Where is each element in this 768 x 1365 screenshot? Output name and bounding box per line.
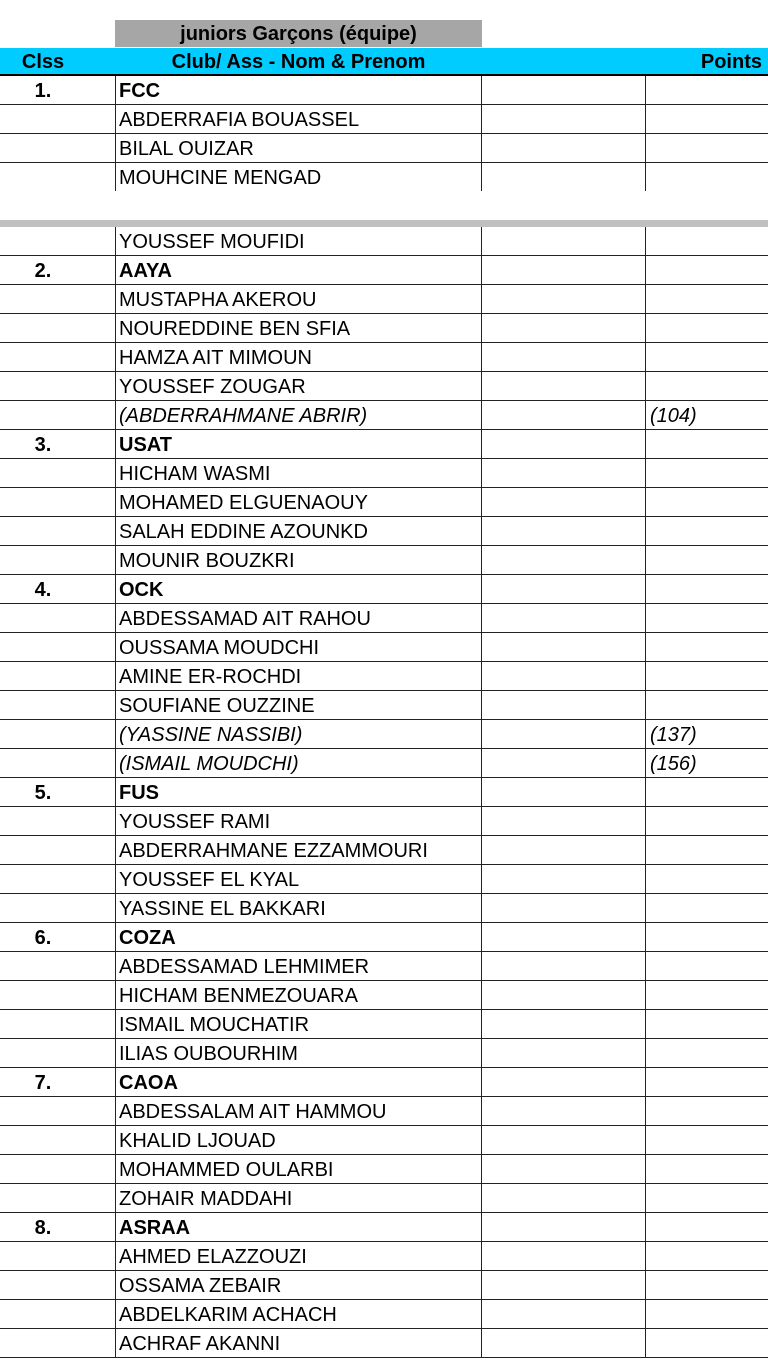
cell-divider: [481, 1097, 482, 1125]
name-cell: COZA: [119, 927, 176, 949]
name-cell: OUSSAMA MOUDCHI: [119, 637, 320, 659]
name-cell: (ISMAIL MOUDCHI): [119, 753, 299, 775]
points-cell: [645, 807, 650, 835]
excluded-member-row: [0, 720, 768, 749]
page-break-gap: [0, 191, 768, 220]
name-cell: HAMZA AIT MIMOUN: [119, 347, 312, 369]
name-cell: (ABDERRAHMANE ABRIR): [119, 405, 368, 427]
header-rank: Clss: [21, 51, 65, 73]
name-cell: ZOHAIR MADDAHI: [119, 1188, 293, 1210]
club-row: [0, 575, 768, 604]
member-row: [0, 285, 768, 314]
rank-cell: 3.: [34, 434, 52, 456]
cell-divider: [481, 662, 482, 690]
cell-divider: [481, 105, 482, 133]
rank-cell: [0, 488, 86, 516]
points-cell: [645, 430, 650, 458]
points-cell: [645, 1271, 650, 1299]
rank-cell: [0, 836, 86, 864]
rank-cell: [0, 952, 86, 980]
name-cell: YOUSSEF MOUFIDI: [119, 231, 305, 253]
member-row: [0, 1126, 768, 1155]
member-row: [0, 1010, 768, 1039]
name-cell: NOUREDDINE BEN SFIA: [119, 318, 351, 340]
name-cell: ABDERRAFIA BOUASSEL: [119, 109, 360, 131]
points-cell: (104): [650, 405, 697, 427]
rank-cell: [0, 401, 86, 429]
rank-cell: [0, 163, 86, 191]
points-cell: [645, 256, 650, 284]
cell-divider: [481, 256, 482, 284]
rank-cell: 6.: [34, 927, 52, 949]
name-cell: AAYA: [119, 260, 172, 282]
name-cell: YASSINE EL BAKKARI: [119, 898, 326, 920]
name-cell: ABDERRAHMANE EZZAMMOURI: [119, 840, 428, 862]
points-cell: [645, 1039, 650, 1067]
member-row: [0, 105, 768, 134]
name-cell: SOUFIANE OUZZINE: [119, 695, 315, 717]
member-row: [0, 604, 768, 633]
points-cell: [645, 105, 650, 133]
name-cell: ABDELKARIM ACHACH: [119, 1304, 337, 1326]
rank-cell: [0, 105, 86, 133]
rank-cell: [0, 749, 86, 777]
name-cell: FUS: [119, 782, 159, 804]
cell-divider: [481, 691, 482, 719]
points-cell: [645, 1213, 650, 1241]
member-row: [0, 662, 768, 691]
points-cell: [645, 923, 650, 951]
rank-cell: [0, 1184, 86, 1212]
name-cell: HICHAM WASMI: [119, 463, 271, 485]
excluded-member-row: [0, 401, 768, 430]
cell-divider: [481, 1068, 482, 1096]
points-cell: [645, 546, 650, 574]
member-row: [0, 227, 768, 256]
cell-divider: [481, 720, 482, 748]
name-cell: KHALID LJOUAD: [119, 1130, 276, 1152]
points-cell: [645, 691, 650, 719]
name-cell: YOUSSEF ZOUGAR: [119, 376, 306, 398]
points-cell: [645, 1184, 650, 1212]
cell-divider: [481, 865, 482, 893]
rank-cell: [0, 459, 86, 487]
rank-cell: 5.: [34, 782, 52, 804]
name-cell: ABDESSALAM AIT HAMMOU: [119, 1101, 387, 1123]
rank-cell: [0, 314, 86, 342]
cell-divider: [481, 1126, 482, 1154]
points-cell: [645, 1242, 650, 1270]
rank-cell: [0, 1010, 86, 1038]
name-cell: ABDESSAMAD AIT RAHOU: [119, 608, 371, 630]
name-cell: MUSTAPHA AKEROU: [119, 289, 317, 311]
sheet-title: juniors Garçons (équipe): [115, 20, 482, 47]
member-row: [0, 314, 768, 343]
rank-cell: [0, 1126, 86, 1154]
rank-cell: [0, 546, 86, 574]
cell-divider: [481, 749, 482, 777]
cell-divider: [481, 604, 482, 632]
points-cell: [645, 1010, 650, 1038]
rank-cell: 7.: [34, 1072, 52, 1094]
cell-divider: [481, 575, 482, 603]
member-row: [0, 459, 768, 488]
member-row: [0, 1242, 768, 1271]
club-row: [0, 430, 768, 459]
member-row: [0, 1329, 768, 1358]
points-cell: [645, 604, 650, 632]
rank-cell: [0, 1242, 86, 1270]
name-cell: YOUSSEF EL KYAL: [119, 869, 300, 891]
cell-divider: [481, 517, 482, 545]
rank-cell: [0, 1039, 86, 1067]
points-cell: [645, 1300, 650, 1328]
rank-cell: 2.: [34, 260, 52, 282]
column-header-row: [0, 48, 768, 76]
name-cell: ISMAIL MOUCHATIR: [119, 1014, 310, 1036]
member-row: [0, 1155, 768, 1184]
name-cell: (YASSINE NASSIBI): [119, 724, 303, 746]
rank-cell: [0, 1097, 86, 1125]
name-cell: ASRAA: [119, 1217, 191, 1239]
member-row: [0, 1039, 768, 1068]
points-cell: [645, 1068, 650, 1096]
rank-cell: [0, 372, 86, 400]
cell-divider: [481, 1300, 482, 1328]
member-row: [0, 836, 768, 865]
cell-divider: [481, 1329, 482, 1357]
points-cell: (137): [650, 724, 697, 746]
points-cell: [645, 1329, 650, 1357]
member-row: [0, 546, 768, 575]
rank-cell: [0, 894, 86, 922]
rank-cell: [0, 865, 86, 893]
name-cell: AMINE ER-ROCHDI: [119, 666, 302, 688]
points-cell: [645, 285, 650, 313]
cell-divider: [481, 633, 482, 661]
member-row: [0, 134, 768, 163]
points-cell: [645, 134, 650, 162]
points-cell: [645, 163, 650, 191]
points-cell: (156): [650, 753, 697, 775]
member-row: [0, 807, 768, 836]
rank-cell: [0, 285, 86, 313]
results-table-top: [0, 76, 768, 192]
name-cell: CAOA: [119, 1072, 178, 1094]
cell-divider: [481, 488, 482, 516]
rank-cell: [0, 720, 86, 748]
rank-cell: [0, 227, 86, 255]
cell-divider: [481, 401, 482, 429]
rank-cell: [0, 1155, 86, 1183]
points-cell: [645, 952, 650, 980]
rank-cell: [0, 662, 86, 690]
rank-cell: [0, 1271, 86, 1299]
cell-divider: [481, 1184, 482, 1212]
points-cell: [645, 1155, 650, 1183]
rank-cell: [0, 1329, 86, 1357]
rank-cell: [0, 343, 86, 371]
rank-cell: 4.: [34, 579, 52, 601]
member-row: [0, 163, 768, 192]
rank-cell: [0, 691, 86, 719]
name-cell: FCC: [119, 80, 161, 102]
member-row: [0, 488, 768, 517]
rank-cell: [0, 604, 86, 632]
name-cell: OSSAMA ZEBAIR: [119, 1275, 282, 1297]
club-row: [0, 923, 768, 952]
cell-divider: [481, 343, 482, 371]
cell-divider: [481, 952, 482, 980]
rank-cell: [0, 807, 86, 835]
page-break-bar: [0, 220, 768, 227]
club-row: [0, 1213, 768, 1242]
club-row: [0, 778, 768, 807]
points-cell: [645, 836, 650, 864]
member-row: [0, 865, 768, 894]
cell-divider: [481, 1271, 482, 1299]
header-points: Points: [700, 51, 762, 73]
excluded-member-row: [0, 749, 768, 778]
points-cell: [645, 488, 650, 516]
member-row: [0, 894, 768, 923]
member-row: [0, 952, 768, 981]
member-row: [0, 1184, 768, 1213]
results-table-bottom: [0, 227, 768, 1358]
rank-cell: 8.: [34, 1217, 52, 1239]
name-cell: ILIAS OUBOURHIM: [119, 1043, 298, 1065]
member-row: [0, 517, 768, 546]
name-cell: MOHAMMED OULARBI: [119, 1159, 334, 1181]
name-cell: MOHAMED ELGUENAOUY: [119, 492, 368, 514]
points-cell: [645, 894, 650, 922]
rank-cell: 1.: [34, 80, 52, 102]
cell-divider: [481, 459, 482, 487]
points-cell: [645, 314, 650, 342]
club-row: [0, 76, 768, 105]
points-cell: [645, 778, 650, 806]
cell-divider: [481, 981, 482, 1009]
name-cell: ABDESSAMAD LEHMIMER: [119, 956, 370, 978]
points-cell: [645, 633, 650, 661]
cell-divider: [481, 76, 482, 104]
member-row: [0, 981, 768, 1010]
cell-divider: [481, 1155, 482, 1183]
cell-divider: [481, 1010, 482, 1038]
name-cell: SALAH EDDINE AZOUNKD: [119, 521, 368, 543]
cell-divider: [481, 1242, 482, 1270]
rank-cell: [0, 517, 86, 545]
points-cell: [645, 1097, 650, 1125]
points-cell: [645, 76, 650, 104]
points-cell: [645, 575, 650, 603]
club-row: [0, 256, 768, 285]
points-cell: [645, 865, 650, 893]
member-row: [0, 343, 768, 372]
rank-cell: [0, 981, 86, 1009]
name-cell: USAT: [119, 434, 172, 456]
member-row: [0, 691, 768, 720]
points-cell: [645, 372, 650, 400]
name-cell: BILAL OUIZAR: [119, 138, 254, 160]
name-cell: MOUNIR BOUZKRI: [119, 550, 295, 572]
rank-cell: [0, 134, 86, 162]
cell-divider: [481, 134, 482, 162]
name-cell: YOUSSEF RAMI: [119, 811, 271, 833]
member-row: [0, 372, 768, 401]
points-cell: [645, 1126, 650, 1154]
member-row: [0, 1271, 768, 1300]
name-cell: OCK: [119, 579, 164, 601]
cell-divider: [481, 227, 482, 255]
points-cell: [645, 459, 650, 487]
cell-divider: [481, 285, 482, 313]
cell-divider: [481, 430, 482, 458]
member-row: [0, 633, 768, 662]
cell-divider: [481, 314, 482, 342]
header-name: Club/ Ass - Nom & Prenom: [171, 51, 426, 73]
cell-divider: [481, 1213, 482, 1241]
cell-divider: [481, 778, 482, 806]
cell-divider: [481, 836, 482, 864]
cell-divider: [481, 1039, 482, 1067]
cell-divider: [481, 807, 482, 835]
points-cell: [645, 227, 650, 255]
points-cell: [645, 517, 650, 545]
member-row: [0, 1097, 768, 1126]
name-cell: MOUHCINE MENGAD: [119, 167, 322, 189]
cell-divider: [481, 923, 482, 951]
name-cell: HICHAM BENMEZOUARA: [119, 985, 358, 1007]
cell-divider: [481, 163, 482, 191]
club-row: [0, 1068, 768, 1097]
points-cell: [645, 981, 650, 1009]
points-cell: [645, 343, 650, 371]
cell-divider: [481, 894, 482, 922]
member-row: [0, 1300, 768, 1329]
cell-divider: [481, 372, 482, 400]
cell-divider: [481, 546, 482, 574]
name-cell: AHMED ELAZZOUZI: [119, 1246, 307, 1268]
points-cell: [645, 662, 650, 690]
name-cell: ACHRAF AKANNI: [119, 1333, 281, 1355]
rank-cell: [0, 1300, 86, 1328]
rank-cell: [0, 633, 86, 661]
